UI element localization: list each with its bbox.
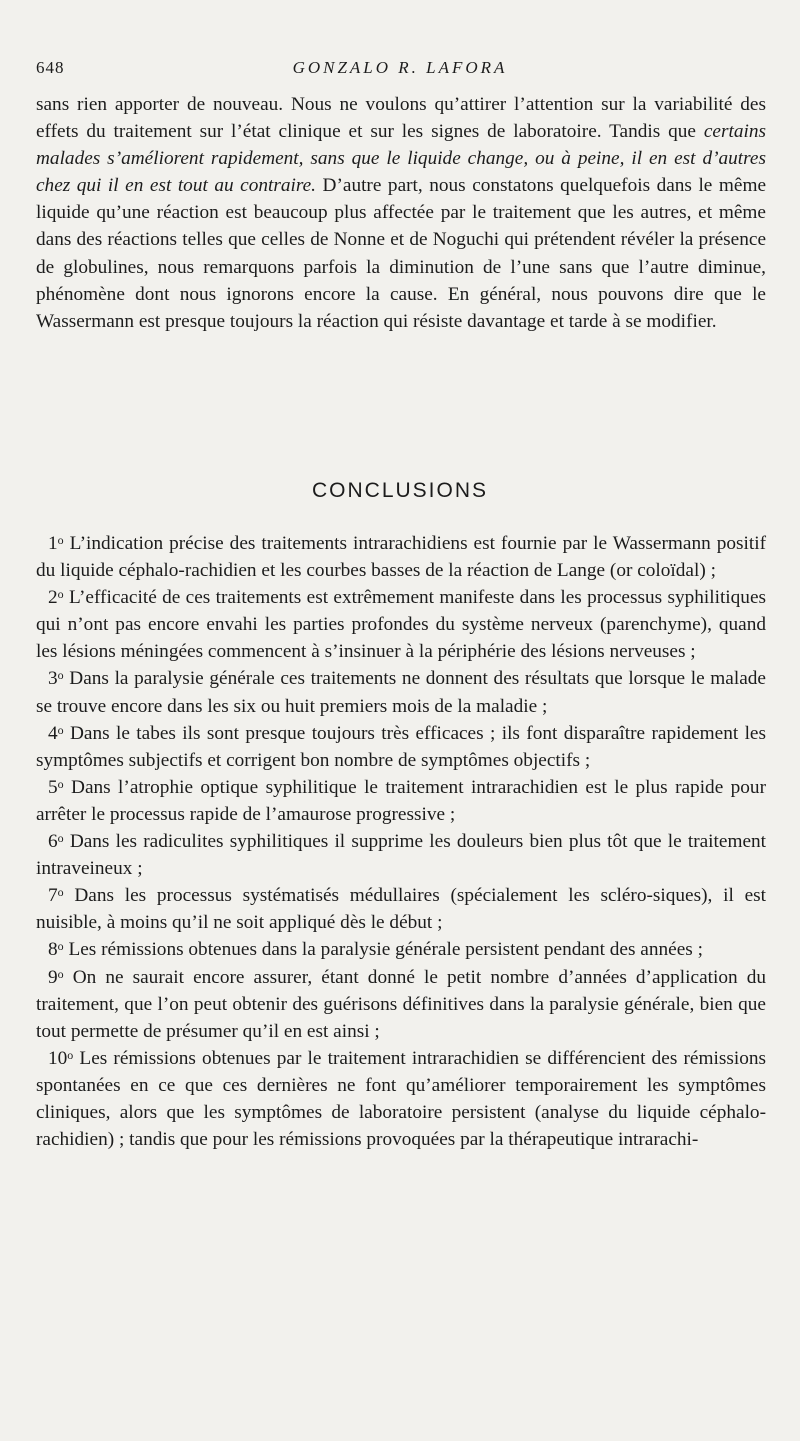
item-ordinal: o (57, 587, 64, 602)
item-text: Dans le tabes ils sont presque toujours très efficaces ; ils font disparaître rapidement les symptômes subjectifs et corrigent bon nombre de symptômes objectifs ; (36, 722, 766, 771)
conclusion-item (36, 720, 766, 774)
item-ordinal: o (57, 532, 64, 547)
item-text: Dans la paralysie générale ces traitements ne donnent des résultats que lorsque le malade se trouve encore dans les six ou huit premiers mois de la maladie ; (36, 668, 766, 717)
conclusion-item (36, 665, 766, 719)
item-ordinal: o (57, 885, 64, 900)
item-text: Dans l’atrophie optique syphilitique le traitement intrarachidien est le plus rapide pour arrêter le processus rapide de l’amaurose progressive ; (36, 776, 766, 825)
conclusion-item (36, 774, 766, 828)
item-number: 4 (48, 722, 58, 744)
item-ordinal: o (67, 1047, 74, 1062)
conclusion-item (36, 1045, 766, 1153)
section-heading: CONCLUSIONS (311, 479, 489, 503)
item-number: 1 (48, 533, 58, 554)
item-number: 10 (48, 1047, 68, 1069)
item-ordinal: o (57, 939, 64, 954)
conclusion-item (36, 964, 766, 1045)
conclusion-item (36, 584, 766, 665)
item-text: Les rémissions obtenues dans la paralysie générale persistent pendant des années ; (68, 939, 703, 961)
conclusion-item (36, 828, 766, 882)
item-number: 8 (48, 939, 58, 961)
item-ordinal: o (57, 966, 64, 981)
item-ordinal: o (57, 831, 64, 846)
item-text: L’efficacité de ces traitements est extrêmement manifeste dans les processus syphilitiques qui n’ont pas encore envahi les parties profondes du système nerveux (parenchyme), quand les lésions méningées commencent à s’insinuer à la périphérie des lésions nerveuses ; (36, 587, 767, 663)
running-title: GONZALO R. LAFORA (292, 58, 508, 77)
item-text: L’indication précise des traitements intrarachidiens est fournie par le Wassermann positif du liquide céphalo-rachidien et les courbes basses de la réaction de Lange (or coloïdal) ; (36, 533, 767, 582)
item-number: 3 (48, 668, 58, 690)
item-number: 6 (48, 831, 58, 853)
conclusions-list (36, 530, 766, 1153)
conclusion-item (36, 936, 766, 963)
intro-italic-text: certains malades s’améliorent rapidement, sans que le liquide change, ou à peine, il en est d’autres chez qui il en est tout au contraire. (36, 121, 766, 197)
item-number: 2 (48, 587, 58, 609)
item-text: Dans les processus systématisés médullaires (spécialement les scléro-siques), il est nuisible, à moins qu’il ne soit appliqué dès le début ; (36, 885, 766, 934)
item-number: 9 (48, 966, 58, 988)
item-number: 5 (48, 776, 58, 798)
intro-paragraph (36, 91, 766, 335)
item-number: 7 (48, 885, 58, 907)
item-ordinal: o (57, 776, 64, 791)
item-text: On ne saurait encore assurer, étant donné le petit nombre d’années d’application du traitement, que l’on peut obtenir des guérisons définitives dans la paralysie générale, bien que tout permette de présumer qu’il en est ainsi ; (36, 966, 766, 1042)
intro-text-start: sans rien apporter de nouveau. Nous ne voulons qu’attirer l’attention sur la variabilité des effets du traitement sur l’état clinique et sur les signes de laboratoire. Tandis que (36, 94, 766, 143)
page-number: 648 (36, 58, 65, 77)
conclusion-item (36, 530, 766, 584)
intro-text-end: D’autre part, nous constatons quelquefois dans le même liquide qu’une réaction est beaucoup plus affectée par le traitement que les autres, et même dans des réactions telles que celles de Nonne et de Noguchi qui prétendent révéler la présence de globulines, nous remarquons parfois la diminution de l’une sans que l’autre diminue, phénomène dont nous ignorons encore la cause. En général, nous pouvons dire que le Wassermann est presque toujours la réaction qui résiste davantage et tarde à se modifier. (36, 175, 766, 332)
item-text: Dans les radiculites syphilitiques il supprime les douleurs bien plus tôt que le traitement intraveineux ; (36, 831, 766, 880)
item-text: Les rémissions obtenues par le traitement intrarachidien se différencient des rémissions spontanées en ce que ces dernières ne font qu’améliorer temporairement les symptômes cliniques, alors que les symptômes de laboratoire persistent (analyse du liquide céphalo-rachidien) ; tandis que pour les rémissions provoquées par la thérapeutique intrarachi- (36, 1047, 766, 1151)
item-ordinal: o (57, 722, 64, 737)
item-ordinal: o (57, 668, 64, 683)
conclusion-item (36, 882, 766, 936)
running-head (36, 58, 764, 84)
